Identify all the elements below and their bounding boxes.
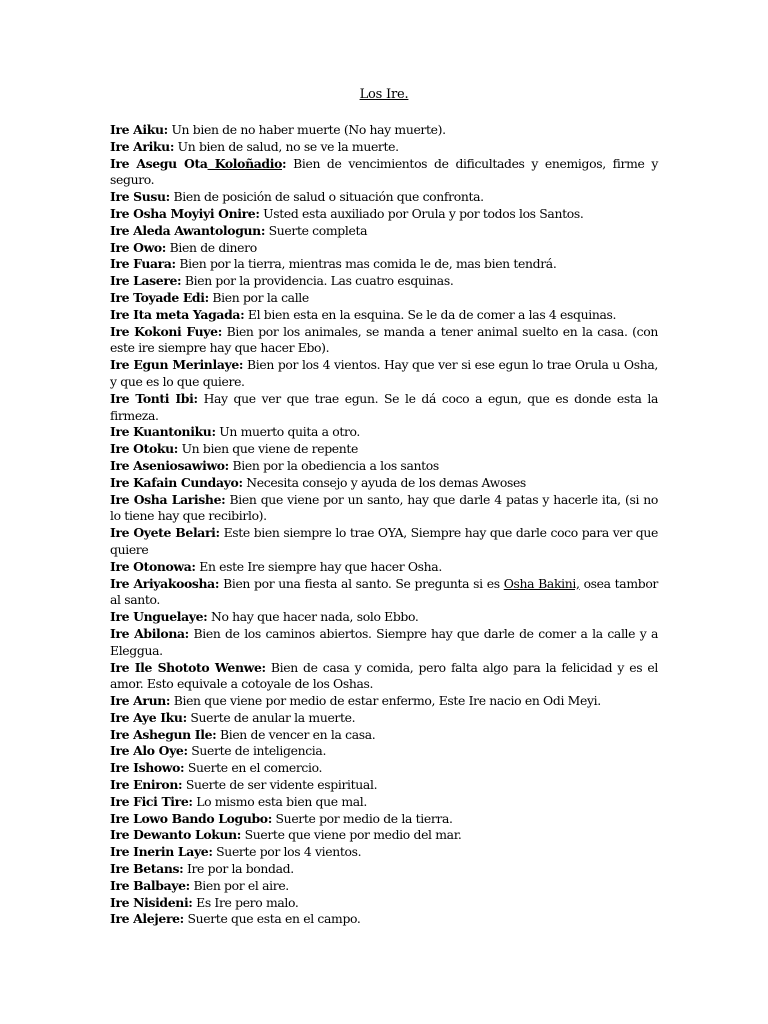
entry-text: Suerte de inteligencia. bbox=[191, 743, 327, 759]
entry-text: Bien por la providencia. Las cuatro esquinas. bbox=[184, 273, 454, 289]
entry-term: Ire Balbaye: bbox=[110, 877, 190, 893]
entry-text-tail: osea tambor al santo. bbox=[110, 575, 659, 608]
entry-text: Suerte de ser vidente espiritual. bbox=[185, 777, 378, 793]
document-page bbox=[110, 86, 658, 928]
entry-text: Suerte que viene por medio del mar. bbox=[244, 827, 462, 843]
entry-9 bbox=[110, 273, 658, 290]
entry-text: Bien de los caminos abiertos. Siempre hay que darle de comer a la calle y a Eleggua. bbox=[110, 625, 659, 658]
entry-text: No hay que hacer nada, solo Ebbo. bbox=[210, 609, 419, 625]
entry-term: Ire Arun: bbox=[110, 693, 171, 709]
entry-term-underlined: Koloñadio bbox=[207, 155, 282, 171]
entry-11 bbox=[110, 307, 658, 324]
entry-text: Bien de dinero bbox=[169, 239, 257, 255]
entry-36 bbox=[110, 861, 658, 878]
entry-term: Ire Unguelaye: bbox=[110, 609, 208, 625]
entry-term: Ire Lasere: bbox=[110, 273, 182, 289]
entry-38 bbox=[110, 895, 658, 912]
entry-31 bbox=[110, 777, 658, 794]
entry-text: Bien por los animales, se manda a tener animal suelto en la casa. (con este ire siempre hay que hacer Ebo). bbox=[110, 323, 658, 356]
entry-text: Bien de posición de salud o situación que confronta. bbox=[173, 189, 484, 205]
entry-term: Ire Otoku: bbox=[110, 441, 178, 457]
entry-24 bbox=[110, 626, 658, 660]
entry-13 bbox=[110, 357, 658, 391]
entry-17 bbox=[110, 458, 658, 475]
entry-term: Ire Abilona: bbox=[110, 625, 189, 641]
entry-25 bbox=[110, 660, 658, 694]
entry-30 bbox=[110, 760, 658, 777]
entry-7 bbox=[110, 240, 658, 257]
entry-term: Ire Aye Iku: bbox=[110, 709, 187, 725]
entry-text: Suerte de anular la muerte. bbox=[190, 709, 356, 725]
entry-20 bbox=[110, 525, 658, 559]
entry-text: Suerte por los 4 vientos. bbox=[216, 844, 362, 860]
entry-1 bbox=[110, 122, 658, 139]
entry-text: Necesita consejo y ayuda de los demas Awoses bbox=[246, 474, 526, 490]
entry-text: Usted esta auxiliado por Orula y por todos los Santos. bbox=[263, 205, 584, 221]
entry-term: Ire Kafain Cundayo: bbox=[110, 474, 243, 490]
entry-text: Bien de vencimientos de dificultades y enemigos, firme y seguro. bbox=[110, 155, 658, 188]
entry-28 bbox=[110, 727, 658, 744]
entry-term: Ire Osha Moyiyi Onire: bbox=[110, 205, 260, 221]
entry-term: Ire Owo: bbox=[110, 239, 167, 255]
entry-term: Ire Ishowo: bbox=[110, 760, 185, 776]
entry-26 bbox=[110, 693, 658, 710]
entry-term: Ire Ile Shototo Wenwe: bbox=[110, 659, 266, 675]
entry-text: Bien por los 4 vientos. Hay que ver si ese egun lo trae Orula u Osha, y que es lo que quiere. bbox=[110, 357, 659, 389]
entry-term: Ire Toyade Edi: bbox=[110, 289, 209, 305]
entry-term: Ire Oyete Belari: bbox=[110, 525, 220, 541]
entry-text: Un muerto quita a otro. bbox=[219, 424, 361, 440]
entry-27 bbox=[110, 710, 658, 727]
entry-term: Ire Eniron: bbox=[110, 777, 183, 793]
entry-list bbox=[110, 122, 658, 928]
entry-29 bbox=[110, 743, 658, 760]
entry-text: Bien de vencer en la casa. bbox=[219, 726, 376, 742]
entry-4 bbox=[110, 189, 658, 206]
entry-22 bbox=[110, 576, 658, 610]
entry-text: Bien de casa y comida, pero falta algo para la felicidad y es el amor. Esto equivale a cotoyale de los Oshas. bbox=[110, 659, 658, 692]
entry-16 bbox=[110, 441, 658, 458]
entry-3 bbox=[110, 156, 658, 190]
entry-term: Ire Asegu Ota bbox=[110, 155, 208, 171]
entry-term: Ire Ariku: bbox=[110, 138, 175, 154]
entry-text: Bien que viene por medio de estar enfermo, Este Ire nacio en Odi Meyi. bbox=[173, 693, 601, 709]
entry-text: Hay que ver que trae egun. Se le dá coco a egun, que es donde esta la firmeza. bbox=[110, 390, 659, 423]
entry-term: Ire Lowo Bando Logubo: bbox=[110, 810, 272, 826]
entry-39 bbox=[110, 911, 658, 928]
entry-text: Ire por la bondad. bbox=[186, 861, 294, 877]
entry-text: Un bien de no haber muerte (No hay muerte). bbox=[171, 122, 446, 137]
entry-term: Ire Kokoni Fuye: bbox=[110, 323, 222, 339]
entry-term: Ire Tonti Ibi: bbox=[110, 390, 198, 406]
entry-term: Ire Ariyakoosha: bbox=[110, 575, 220, 591]
entry-term: Ire Fuara: bbox=[110, 256, 176, 272]
entry-term: Ire Osha Larishe: bbox=[110, 491, 226, 507]
entry-term: Ire Nisideni: bbox=[110, 894, 193, 910]
entry-text: Suerte en el comercio. bbox=[187, 760, 323, 776]
entry-term-tail: : bbox=[282, 155, 287, 171]
entry-term: Ire Otonowa: bbox=[110, 558, 196, 574]
entry-term: Ire Alejere: bbox=[110, 911, 184, 927]
entry-text: Bien por la calle bbox=[212, 289, 309, 305]
entry-10 bbox=[110, 290, 658, 307]
entry-14 bbox=[110, 391, 658, 425]
entry-text: Suerte completa bbox=[268, 222, 368, 238]
entry-text: Es Ire pero malo. bbox=[196, 894, 299, 910]
entry-term: Ire Dewanto Lokun: bbox=[110, 827, 242, 843]
entry-term: Ire Inerin Laye: bbox=[110, 844, 213, 860]
entry-text: Bien por la obediencia a los santos bbox=[232, 457, 439, 473]
entry-text: Bien por la tierra, mientras mas comida le de, mas bien tendrá. bbox=[179, 256, 557, 272]
entry-12 bbox=[110, 324, 658, 358]
entry-21 bbox=[110, 559, 658, 576]
entry-text: Este bien siempre lo trae OYA, Siempre hay que darle coco para ver que quiere bbox=[110, 525, 658, 557]
entry-term: Ire Aseniosawiwo: bbox=[110, 457, 229, 473]
entry-term: Ire Alo Oye: bbox=[110, 743, 188, 759]
entry-term: Ire Aiku: bbox=[110, 122, 168, 137]
entry-text: Suerte por medio de la tierra. bbox=[275, 810, 453, 826]
entry-18 bbox=[110, 475, 658, 492]
entry-19 bbox=[110, 492, 658, 526]
entry-2 bbox=[110, 139, 658, 156]
entry-term: Ire Betans: bbox=[110, 861, 184, 877]
entry-text: Un bien de salud, no se ve la muerte. bbox=[177, 138, 399, 154]
entry-23 bbox=[110, 609, 658, 626]
entry-5 bbox=[110, 206, 658, 223]
entry-term: Ire Ita meta Yagada: bbox=[110, 306, 245, 322]
entry-37 bbox=[110, 878, 658, 895]
entry-text-underlined: Osha Bakini, bbox=[503, 575, 580, 591]
entry-text: Bien por una fiesta al santo. Se pregunta si es bbox=[223, 575, 500, 591]
entry-term: Ire Fici Tire: bbox=[110, 793, 193, 809]
entry-term: Ire Egun Merinlaye: bbox=[110, 357, 244, 373]
document-title: Los Ire. bbox=[359, 87, 409, 102]
entry-text: El bien esta en la esquina. Se le da de comer a las 4 esquinas. bbox=[247, 306, 617, 322]
entry-text: Un bien que viene de repente bbox=[181, 441, 359, 457]
entry-text: En este Ire siempre hay que hacer Osha. bbox=[199, 558, 442, 574]
entry-text: Bien que viene por un santo, hay que darle 4 patas y hacerle ita, (si no lo tiene hay que recibirlo). bbox=[110, 491, 659, 524]
entry-term: Ire Ashegun Ile: bbox=[110, 726, 217, 742]
entry-term: Ire Susu: bbox=[110, 189, 170, 205]
entry-6 bbox=[110, 223, 658, 240]
entry-34 bbox=[110, 827, 658, 844]
entry-33 bbox=[110, 811, 658, 828]
entry-8 bbox=[110, 256, 658, 273]
entry-15 bbox=[110, 424, 658, 441]
entry-text: Bien por el aire. bbox=[193, 877, 289, 893]
entry-term: Ire Kuantoniku: bbox=[110, 424, 216, 440]
entry-term: Ire Aleda Awantologun: bbox=[110, 222, 266, 238]
entry-text: Suerte que esta en el campo. bbox=[187, 911, 361, 927]
entry-32 bbox=[110, 794, 658, 811]
entry-text: Lo mismo esta bien que mal. bbox=[196, 793, 367, 809]
entry-35 bbox=[110, 844, 658, 861]
